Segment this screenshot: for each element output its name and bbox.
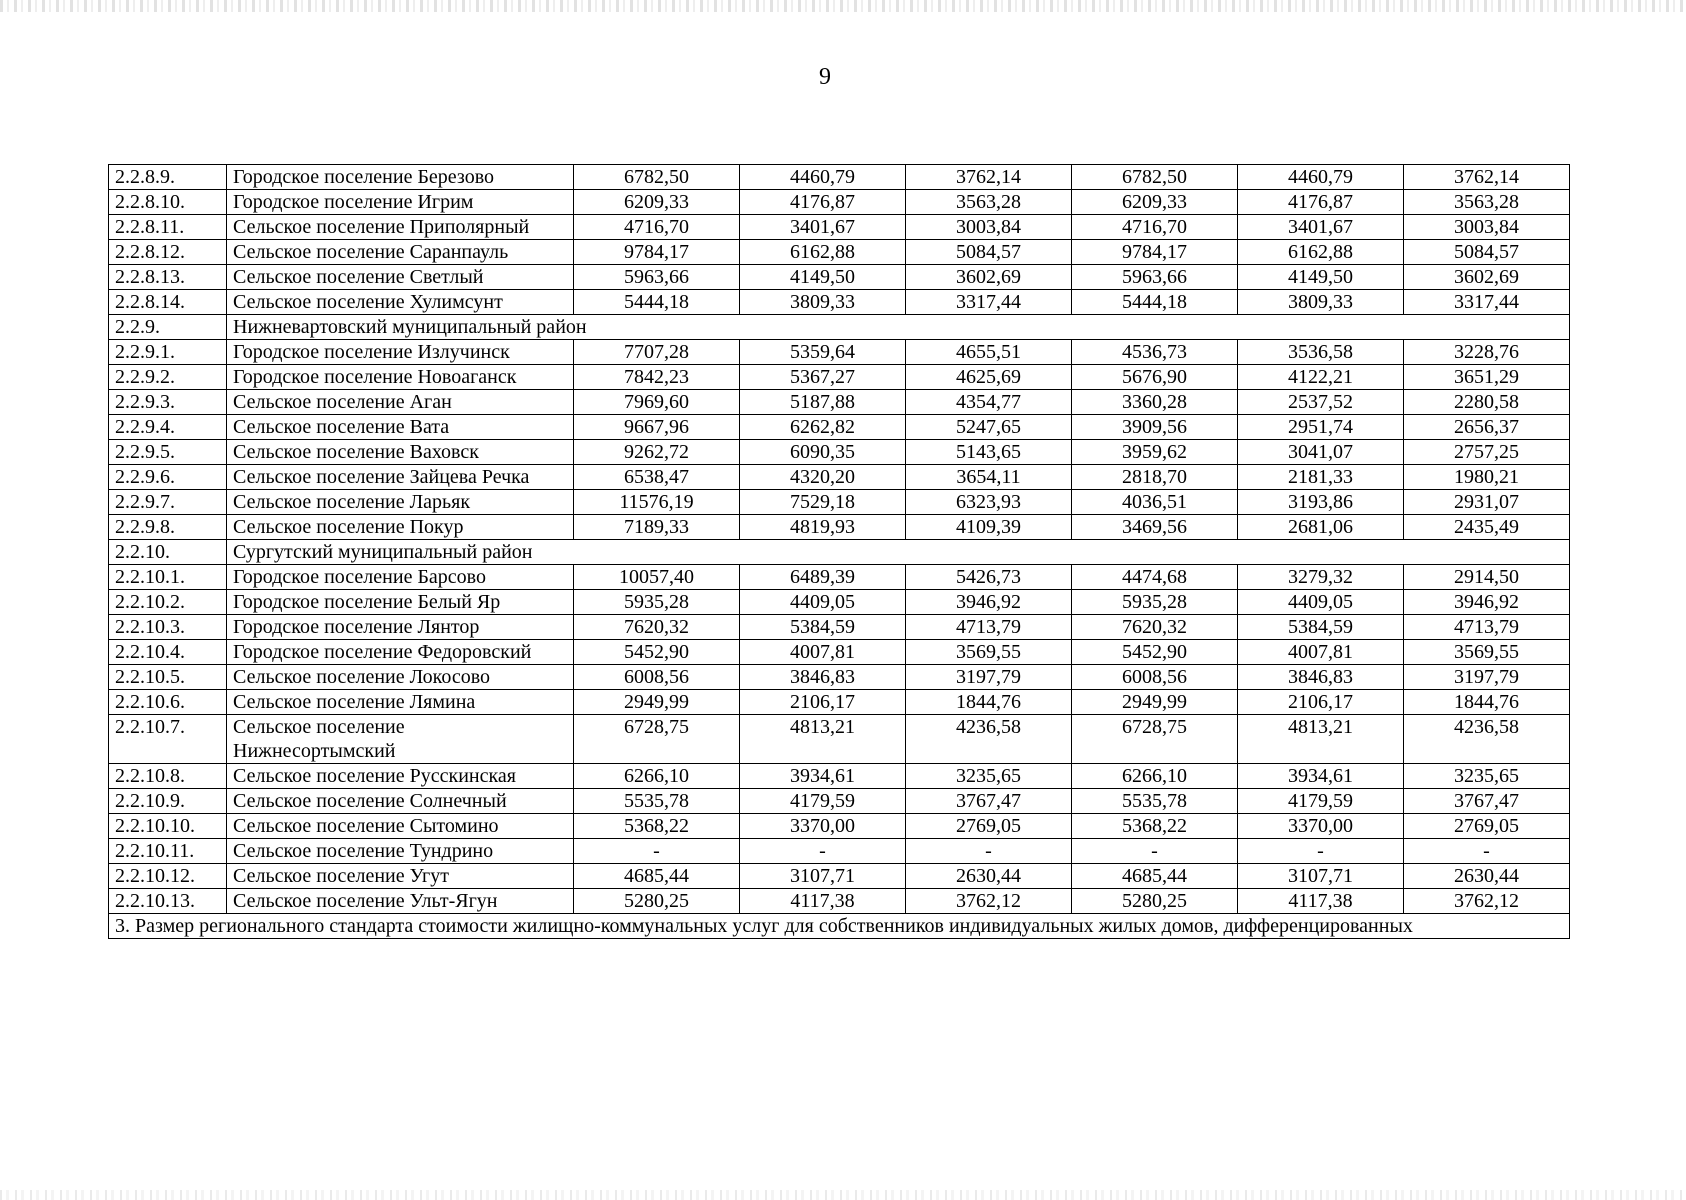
value-cell-6: 2769,05: [1404, 814, 1570, 839]
row-code: 2.2.8.13.: [109, 265, 227, 290]
value-cell-5: -: [1238, 839, 1404, 864]
row-code: 2.2.8.14.: [109, 290, 227, 315]
value-cell-2: 3107,71: [740, 864, 906, 889]
value-cell-1: 11576,19: [574, 490, 740, 515]
value-cell-4: 4536,73: [1072, 340, 1238, 365]
value-cell-5: 3370,00: [1238, 814, 1404, 839]
settlement-name: Городское поселение Излучинск: [227, 340, 574, 365]
value-cell-1: -: [574, 839, 740, 864]
value-cell-1: 6209,33: [574, 190, 740, 215]
value-cell-2: 5359,64: [740, 340, 906, 365]
settlement-name: Сельское поселение Хулимсунт: [227, 290, 574, 315]
table-row: [109, 365, 1570, 390]
value-cell-5: 6162,88: [1238, 240, 1404, 265]
settlement-name: Сельское поселение Лямина: [227, 690, 574, 715]
value-cell-5: 3041,07: [1238, 440, 1404, 465]
value-cell-5: 3401,67: [1238, 215, 1404, 240]
settlement-name: Сельское поселение Ульт-Ягун: [227, 889, 574, 914]
value-cell-6: 2914,50: [1404, 565, 1570, 590]
value-cell-6: -: [1404, 839, 1570, 864]
value-cell-5: 3279,32: [1238, 565, 1404, 590]
value-cell-5: 2951,74: [1238, 415, 1404, 440]
table-row: [109, 440, 1570, 465]
footer-note: 3. Размер регионального стандарта стоимости жилищно-коммунальных услуг для собственников индивидуальных жилых домов, дифференцированных: [109, 914, 1570, 939]
table-section-row: [109, 540, 1570, 565]
table-row: [109, 390, 1570, 415]
value-cell-4: 6008,56: [1072, 665, 1238, 690]
value-cell-3: 3762,12: [906, 889, 1072, 914]
value-cell-1: 10057,40: [574, 565, 740, 590]
value-cell-1: 9784,17: [574, 240, 740, 265]
settlement-name: Сельское поселение Покур: [227, 515, 574, 540]
row-code: 2.2.10.9.: [109, 789, 227, 814]
settlement-name: Сельское поселение Тундрино: [227, 839, 574, 864]
table-section-row: [109, 315, 1570, 340]
section-title: Нижневартовский муниципальный район: [227, 315, 1570, 340]
value-cell-5: 2537,52: [1238, 390, 1404, 415]
footer-row: [109, 914, 1570, 939]
table-row: [109, 690, 1570, 715]
value-cell-4: 4474,68: [1072, 565, 1238, 590]
value-cell-2: 6262,82: [740, 415, 906, 440]
table-row: [109, 490, 1570, 515]
table-row: [109, 265, 1570, 290]
table-row: [109, 665, 1570, 690]
value-cell-4: 5368,22: [1072, 814, 1238, 839]
value-cell-6: 3602,69: [1404, 265, 1570, 290]
row-code: 2.2.9.: [109, 315, 227, 340]
value-cell-4: 4685,44: [1072, 864, 1238, 889]
settlement-name: Сельское поселение Зайцева Речка: [227, 465, 574, 490]
value-cell-6: 3317,44: [1404, 290, 1570, 315]
row-code: 2.2.9.1.: [109, 340, 227, 365]
value-cell-6: 3767,47: [1404, 789, 1570, 814]
value-cell-4: 3959,62: [1072, 440, 1238, 465]
value-cell-4: 5935,28: [1072, 590, 1238, 615]
value-cell-6: 3762,14: [1404, 165, 1570, 190]
value-cell-1: 9667,96: [574, 415, 740, 440]
settlement-name: Городское поселение Березово: [227, 165, 574, 190]
value-cell-1: 4685,44: [574, 864, 740, 889]
row-code: 2.2.10.13.: [109, 889, 227, 914]
row-code: 2.2.10.1.: [109, 565, 227, 590]
scan-edge-bottom: [0, 1190, 1686, 1200]
table-row: [109, 165, 1570, 190]
value-cell-3: 4236,58: [906, 715, 1072, 764]
value-cell-5: 4460,79: [1238, 165, 1404, 190]
settlement-name: Сельское поселение Локосово: [227, 665, 574, 690]
value-cell-6: 1980,21: [1404, 465, 1570, 490]
settlement-name: Городское поселение Белый Яр: [227, 590, 574, 615]
value-cell-4: 3360,28: [1072, 390, 1238, 415]
row-code: 2.2.8.9.: [109, 165, 227, 190]
value-cell-1: 5935,28: [574, 590, 740, 615]
value-cell-3: 3762,14: [906, 165, 1072, 190]
value-cell-3: 3946,92: [906, 590, 1072, 615]
table-row: [109, 615, 1570, 640]
value-cell-1: 6782,50: [574, 165, 740, 190]
row-code: 2.2.10.3.: [109, 615, 227, 640]
value-cell-3: 1844,76: [906, 690, 1072, 715]
value-cell-2: 3809,33: [740, 290, 906, 315]
value-cell-5: 2681,06: [1238, 515, 1404, 540]
value-cell-2: 3370,00: [740, 814, 906, 839]
settlement-name: Сельское поселение Саранпауль: [227, 240, 574, 265]
table-row: [109, 764, 1570, 789]
value-cell-2: 6162,88: [740, 240, 906, 265]
value-cell-1: 6728,75: [574, 715, 740, 764]
table-row: [109, 789, 1570, 814]
value-cell-6: 1844,76: [1404, 690, 1570, 715]
value-cell-6: 2435,49: [1404, 515, 1570, 540]
settlement-name: Сельское поселение Ваховск: [227, 440, 574, 465]
value-cell-3: 5426,73: [906, 565, 1072, 590]
row-code: 2.2.10.12.: [109, 864, 227, 889]
value-cell-2: 4007,81: [740, 640, 906, 665]
table-row: [109, 290, 1570, 315]
table-row: [109, 590, 1570, 615]
value-cell-6: 4713,79: [1404, 615, 1570, 640]
value-cell-4: -: [1072, 839, 1238, 864]
value-cell-6: 2280,58: [1404, 390, 1570, 415]
settlement-name: Сельское поселение Угут: [227, 864, 574, 889]
value-cell-3: 3003,84: [906, 215, 1072, 240]
row-code: 2.2.10.: [109, 540, 227, 565]
value-cell-3: -: [906, 839, 1072, 864]
value-cell-2: 4117,38: [740, 889, 906, 914]
table-row: [109, 190, 1570, 215]
settlement-name: Сельское поселение Русскинская: [227, 764, 574, 789]
table-row: [109, 515, 1570, 540]
value-cell-2: 5367,27: [740, 365, 906, 390]
value-cell-5: 5384,59: [1238, 615, 1404, 640]
value-cell-3: 3317,44: [906, 290, 1072, 315]
settlement-name: Сельское поселение Сытомино: [227, 814, 574, 839]
value-cell-2: 5384,59: [740, 615, 906, 640]
table-row: [109, 715, 1570, 764]
settlement-name: Городское поселение Новоаганск: [227, 365, 574, 390]
value-cell-1: 7842,23: [574, 365, 740, 390]
value-cell-5: 4176,87: [1238, 190, 1404, 215]
value-cell-3: 4713,79: [906, 615, 1072, 640]
settlement-name: Сельское поселение Солнечный: [227, 789, 574, 814]
value-cell-3: 3197,79: [906, 665, 1072, 690]
table-row: [109, 465, 1570, 490]
value-cell-2: 3401,67: [740, 215, 906, 240]
value-cell-5: 3846,83: [1238, 665, 1404, 690]
row-code: 2.2.9.6.: [109, 465, 227, 490]
value-cell-6: 3563,28: [1404, 190, 1570, 215]
value-cell-6: 3762,12: [1404, 889, 1570, 914]
value-cell-2: 4460,79: [740, 165, 906, 190]
value-cell-1: 7969,60: [574, 390, 740, 415]
settlement-name: Сельское поселение Вата: [227, 415, 574, 440]
value-cell-4: 6266,10: [1072, 764, 1238, 789]
value-cell-3: 3654,11: [906, 465, 1072, 490]
value-cell-2: 4179,59: [740, 789, 906, 814]
settlement-name: Городское поселение Лянтор: [227, 615, 574, 640]
value-cell-2: 4813,21: [740, 715, 906, 764]
value-cell-5: 4149,50: [1238, 265, 1404, 290]
value-cell-2: 4320,20: [740, 465, 906, 490]
table-row: [109, 864, 1570, 889]
value-cell-4: 5452,90: [1072, 640, 1238, 665]
value-cell-4: 6209,33: [1072, 190, 1238, 215]
value-cell-2: -: [740, 839, 906, 864]
value-cell-2: 3846,83: [740, 665, 906, 690]
row-code: 2.2.8.10.: [109, 190, 227, 215]
value-cell-6: 3651,29: [1404, 365, 1570, 390]
value-cell-5: 4409,05: [1238, 590, 1404, 615]
row-code: 2.2.10.8.: [109, 764, 227, 789]
row-code: 2.2.9.5.: [109, 440, 227, 465]
value-cell-3: 4354,77: [906, 390, 1072, 415]
row-code: 2.2.10.6.: [109, 690, 227, 715]
row-code: 2.2.10.10.: [109, 814, 227, 839]
value-cell-5: 4179,59: [1238, 789, 1404, 814]
value-cell-5: 4813,21: [1238, 715, 1404, 764]
value-cell-5: 2106,17: [1238, 690, 1404, 715]
value-cell-3: 6323,93: [906, 490, 1072, 515]
value-cell-3: 3569,55: [906, 640, 1072, 665]
value-cell-4: 6728,75: [1072, 715, 1238, 764]
row-code: 2.2.10.7.: [109, 715, 227, 764]
value-cell-6: 3235,65: [1404, 764, 1570, 789]
value-cell-2: 4176,87: [740, 190, 906, 215]
value-cell-2: 6090,35: [740, 440, 906, 465]
value-cell-1: 6538,47: [574, 465, 740, 490]
table-body: [109, 165, 1570, 939]
value-cell-4: 5676,90: [1072, 365, 1238, 390]
value-cell-1: 6008,56: [574, 665, 740, 690]
value-cell-3: 3235,65: [906, 764, 1072, 789]
value-cell-6: 3569,55: [1404, 640, 1570, 665]
row-code: 2.2.8.11.: [109, 215, 227, 240]
value-cell-1: 7189,33: [574, 515, 740, 540]
page-number: 9: [819, 64, 831, 90]
value-cell-4: 5280,25: [1072, 889, 1238, 914]
value-cell-4: 9784,17: [1072, 240, 1238, 265]
value-cell-2: 3934,61: [740, 764, 906, 789]
value-cell-3: 4109,39: [906, 515, 1072, 540]
value-cell-6: 3946,92: [1404, 590, 1570, 615]
value-cell-3: 3767,47: [906, 789, 1072, 814]
value-cell-3: 3602,69: [906, 265, 1072, 290]
value-cell-1: 5452,90: [574, 640, 740, 665]
table-row: [109, 240, 1570, 265]
value-cell-4: 7620,32: [1072, 615, 1238, 640]
value-cell-1: 5963,66: [574, 265, 740, 290]
value-cell-4: 4716,70: [1072, 215, 1238, 240]
row-code: 2.2.10.11.: [109, 839, 227, 864]
value-cell-2: 4819,93: [740, 515, 906, 540]
value-cell-6: 2656,37: [1404, 415, 1570, 440]
settlement-name: Сельское поселение Приполярный: [227, 215, 574, 240]
value-cell-2: 2106,17: [740, 690, 906, 715]
value-cell-6: 5084,57: [1404, 240, 1570, 265]
value-cell-5: 2181,33: [1238, 465, 1404, 490]
value-cell-4: 5963,66: [1072, 265, 1238, 290]
value-cell-2: 7529,18: [740, 490, 906, 515]
value-cell-1: 5368,22: [574, 814, 740, 839]
row-code: 2.2.9.8.: [109, 515, 227, 540]
value-cell-2: 4149,50: [740, 265, 906, 290]
row-code: 2.2.9.7.: [109, 490, 227, 515]
row-code: 2.2.9.2.: [109, 365, 227, 390]
value-cell-2: 4409,05: [740, 590, 906, 615]
value-cell-3: 2630,44: [906, 864, 1072, 889]
settlement-name: Городское поселение Барсово: [227, 565, 574, 590]
value-cell-6: 3197,79: [1404, 665, 1570, 690]
table-row: [109, 215, 1570, 240]
tariff-table: [108, 164, 1570, 939]
row-code: 2.2.10.5.: [109, 665, 227, 690]
value-cell-5: 3934,61: [1238, 764, 1404, 789]
row-code: 2.2.9.4.: [109, 415, 227, 440]
value-cell-3: 4655,51: [906, 340, 1072, 365]
value-cell-5: 3107,71: [1238, 864, 1404, 889]
value-cell-6: 2630,44: [1404, 864, 1570, 889]
table-row: [109, 415, 1570, 440]
value-cell-1: 9262,72: [574, 440, 740, 465]
value-cell-6: 2931,07: [1404, 490, 1570, 515]
value-cell-2: 6489,39: [740, 565, 906, 590]
value-cell-6: 2757,25: [1404, 440, 1570, 465]
table-row: [109, 839, 1570, 864]
table-row: [109, 889, 1570, 914]
value-cell-5: 4007,81: [1238, 640, 1404, 665]
row-code: 2.2.9.3.: [109, 390, 227, 415]
value-cell-4: 5444,18: [1072, 290, 1238, 315]
settlement-name: Сельское поселение Светлый: [227, 265, 574, 290]
value-cell-1: 7620,32: [574, 615, 740, 640]
row-code: 2.2.10.4.: [109, 640, 227, 665]
value-cell-3: 5143,65: [906, 440, 1072, 465]
settlement-name: Городское поселение Федоровский: [227, 640, 574, 665]
value-cell-3: 4625,69: [906, 365, 1072, 390]
value-cell-6: 4236,58: [1404, 715, 1570, 764]
table-row: [109, 640, 1570, 665]
row-code: 2.2.8.12.: [109, 240, 227, 265]
value-cell-6: 3003,84: [1404, 215, 1570, 240]
value-cell-5: 3193,86: [1238, 490, 1404, 515]
value-cell-3: 3563,28: [906, 190, 1072, 215]
table-row: [109, 340, 1570, 365]
value-cell-5: 3809,33: [1238, 290, 1404, 315]
value-cell-5: 4117,38: [1238, 889, 1404, 914]
value-cell-4: 3909,56: [1072, 415, 1238, 440]
value-cell-3: 5084,57: [906, 240, 1072, 265]
settlement-name: Сельское поселение Нижнесортымский: [227, 715, 574, 764]
value-cell-6: 3228,76: [1404, 340, 1570, 365]
value-cell-5: 3536,58: [1238, 340, 1404, 365]
scan-edge-top: [0, 0, 1686, 12]
value-cell-4: 2818,70: [1072, 465, 1238, 490]
value-cell-1: 4716,70: [574, 215, 740, 240]
value-cell-1: 6266,10: [574, 764, 740, 789]
settlement-name: Сельское поселение Аган: [227, 390, 574, 415]
value-cell-4: 6782,50: [1072, 165, 1238, 190]
row-code: 2.2.10.2.: [109, 590, 227, 615]
value-cell-4: 3469,56: [1072, 515, 1238, 540]
value-cell-1: 5280,25: [574, 889, 740, 914]
value-cell-4: 4036,51: [1072, 490, 1238, 515]
value-cell-1: 2949,99: [574, 690, 740, 715]
value-cell-5: 4122,21: [1238, 365, 1404, 390]
table-row: [109, 565, 1570, 590]
section-title: Сургутский муниципальный район: [227, 540, 1570, 565]
value-cell-3: 2769,05: [906, 814, 1072, 839]
value-cell-4: 5535,78: [1072, 789, 1238, 814]
table-row: [109, 814, 1570, 839]
value-cell-1: 5535,78: [574, 789, 740, 814]
settlement-name: Городское поселение Игрим: [227, 190, 574, 215]
value-cell-3: 5247,65: [906, 415, 1072, 440]
value-cell-1: 7707,28: [574, 340, 740, 365]
value-cell-2: 5187,88: [740, 390, 906, 415]
value-cell-1: 5444,18: [574, 290, 740, 315]
settlement-name: Сельское поселение Ларьяк: [227, 490, 574, 515]
value-cell-4: 2949,99: [1072, 690, 1238, 715]
